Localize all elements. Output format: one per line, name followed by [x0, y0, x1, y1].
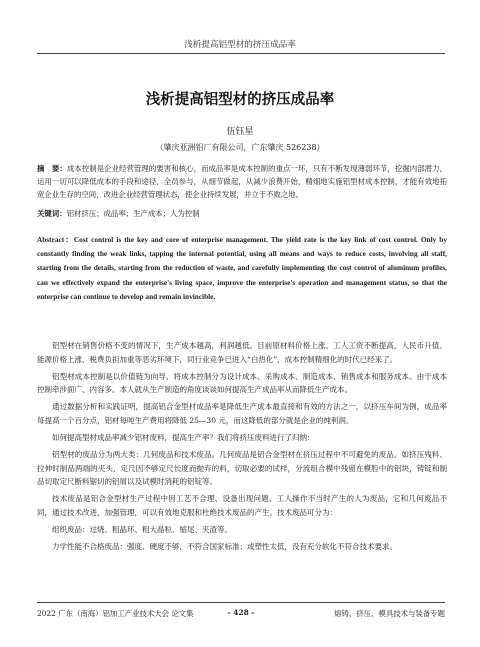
body-paragraph: 如何提高型材成品率减少铝材废料，提高生产率？我们将挤压废料进行了归纳：	[52, 433, 315, 443]
running-header: 浅析提高铝型材的挤压成品率	[184, 40, 296, 50]
footer-section: 熔铸、挤压、模具技术与装备专题	[334, 609, 445, 618]
body-paragraph: 组织废品：过烧、粗晶环、粗大晶粒、缩尾、夹渣等。	[52, 525, 232, 535]
body-paragraph: 铝型材成本控制是以价值链为向导，将成本控制分为设计成本、采购成本、制造成本、销售成本和服务成本。由于成本控制牵涉面广、内容多。本人就从生产制造的角度谈谈如何提高生产成品率从而降低生产成本。	[37, 371, 447, 395]
abstract-label: 摘 要：	[37, 164, 67, 173]
footer-divider	[37, 602, 445, 603]
body-paragraph: 铝型材在销售价格不变的情况下，生产成本越高，利润越低。目前原材料价格上涨、工人工资不断提高，人民币升值、能源价格上涨、税费负担加重等恶劣环境下，同行业竞争已进入“白热化”，成本控制精细化的时代已经来了。	[37, 341, 447, 364]
abstract-text: 成本控制是企业经营管理的要害和核心，而成品率是成本控制的重点一环，只有不断发现薄弱环节，挖掘内部潜力，运用一切可以降低成本的手段和途径，全员参与，从细节做起，从减少浪费开始，精细地实施铝型材成本控制，才能有效地拓宽企业生存的空间，改进企业经营管理状态，使企业持续发展，并立于不败之地。	[37, 164, 447, 200]
author-affiliation: （肇庆亚洲铝厂有限公司，广东肇庆 526238）	[155, 143, 325, 152]
paper-title: 浅析提高铝型材的挤压成品率	[145, 92, 335, 108]
keywords-text: 铝材挤压；成品率；生产成本；人为控制	[66, 209, 200, 218]
abstract-en-label: Abstract：	[37, 235, 74, 244]
author-name: 伍钰星	[226, 127, 254, 137]
abstract-en-text: Cost control is the key and core of enterprise management. The yield rate is the key link of cost control. Only by constantly finding the weak links, tapping the internal potential, using all means and ways to reduce costs, involving all staff, starting from the details, starting from the reduction of waste, and carefully implementing the cost control of aluminum profiles, can we effectively expand the enterprise's living space, improve the enterprise's operation and management status, so that the enterprise can continue to develop and remain invincible.	[37, 235, 447, 301]
body-text	[37, 339, 447, 558]
keywords	[37, 207, 447, 220]
footer-proceedings: 2022 广东（南海）铝加工产业技术大会 论文集	[37, 609, 194, 618]
keywords-label: 关键词：	[37, 209, 67, 218]
abstract-chinese	[37, 162, 447, 202]
abstract-english	[37, 233, 447, 304]
body-paragraph: 通过数据分析和实践证明，提高铝合金型材成品率是降低生产成本最直接和有效的方法之一，以挤压车间为例，成品率每提高一个百分点，铝材每吨生产费用将降低 25—30 元，而这降低的部分就是企业的纯利润。	[37, 402, 447, 425]
page-number: - 428 -	[227, 608, 255, 617]
body-paragraph: 铝型材的废品分为两大类：几何废品和技术废品。几何废品是铝合金型材在挤压过程中不可避免的废品。如挤压残料、拉伸时制品两端的夹头、定尺因不够定尺长度而抛弃的料，切取必要的试样，分流组合模中残留在模腔中的铝块，铸锭和制品切取定尺断料锯切的铝屑以及试模时消耗的铝锭等。	[37, 450, 447, 487]
header-divider	[37, 53, 445, 54]
body-paragraph: 力学性能不合格废品：强度、硬度不够，不符合国家标准；或塑性太低，没有充分软化不符合技术要求。	[52, 542, 397, 552]
body-paragraph: 技术废品是铝合金型材生产过程中因工艺不合理、设备出现问题、工人操作不当时产生的人为废品，它和几何废品不同，通过技术改进、加强管理，可以有效地克服和杜绝技术废品的产生。技术废品可分为：	[37, 494, 447, 517]
